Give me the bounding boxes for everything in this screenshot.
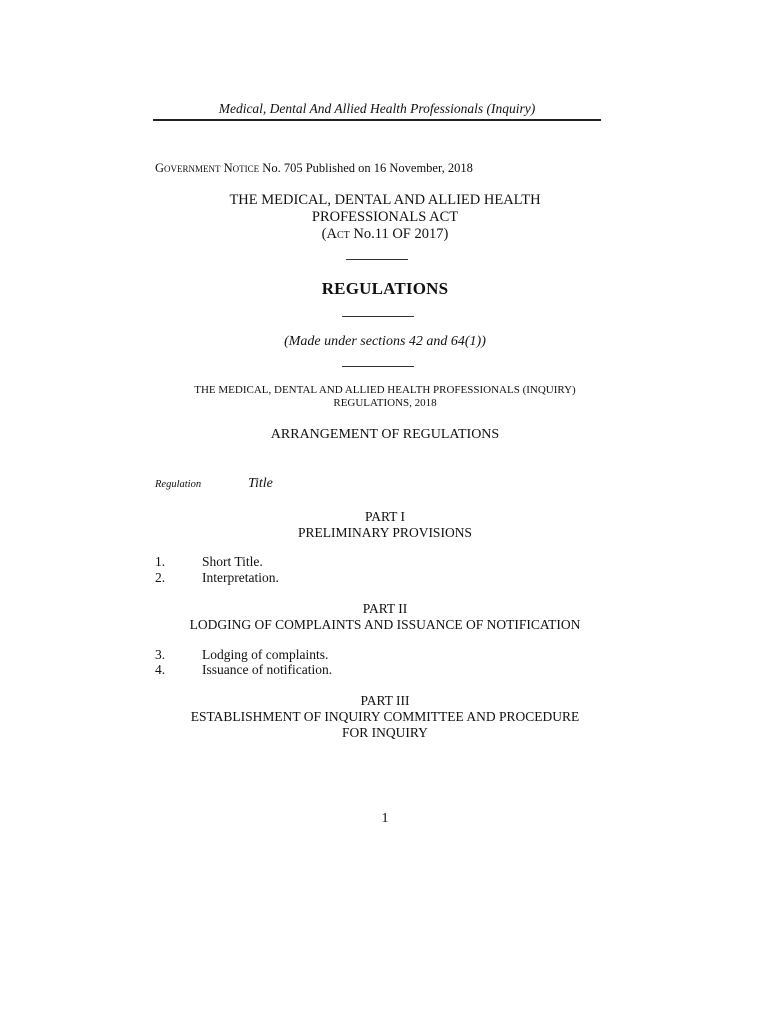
part-heading xyxy=(0,601,770,633)
list-item-text: Short Title. xyxy=(202,554,263,569)
list-item-number: 3. xyxy=(155,647,166,662)
column-header-regulation: Regulation xyxy=(155,479,202,490)
list-item-text: Issuance of notification. xyxy=(202,662,333,677)
part-label: PART III xyxy=(360,693,410,708)
made-under-note: (Made under sections 42 and 64(1)) xyxy=(284,334,486,349)
list-item-number: 2. xyxy=(155,570,166,585)
list-item-text: Lodging of complaints. xyxy=(202,647,329,662)
act-prefix: ( xyxy=(321,226,327,242)
divider-rule xyxy=(346,259,408,260)
part-heading xyxy=(0,693,770,741)
act-suffix: No.11 OF 2017) xyxy=(349,226,449,242)
running-head: Medical, Dental And Allied Health Professionals (Inquiry) xyxy=(218,101,536,116)
act-title-line-1: THE MEDICAL, DENTAL AND ALLIED HEALTH xyxy=(229,192,541,208)
act-number xyxy=(0,226,770,243)
list-item-number: 1. xyxy=(155,554,166,569)
part-title-continued: FOR INQUIRY xyxy=(342,725,428,740)
list-item-number: 4. xyxy=(155,662,166,677)
part-title: PRELIMINARY PROVISIONS xyxy=(298,525,472,540)
notice-label: Government Notice xyxy=(155,161,260,175)
regulations-title-line-2: REGULATIONS, 2018 xyxy=(333,397,437,409)
regulations-title xyxy=(0,384,770,410)
part-title: LODGING OF COMPLAINTS AND ISSUANCE OF NOTIFICATION xyxy=(189,617,581,632)
part-title: ESTABLISHMENT OF INQUIRY COMMITTEE AND PROCEDURE xyxy=(190,709,580,724)
list-item-text: Interpretation. xyxy=(202,570,279,585)
government-notice xyxy=(155,161,473,176)
part-label: PART I xyxy=(364,509,406,524)
act-title xyxy=(0,192,770,243)
part-heading xyxy=(0,509,770,541)
act-title-line-2: PROFESSIONALS ACT xyxy=(311,209,459,225)
notice-number: No. 705 xyxy=(262,161,303,175)
divider-rule xyxy=(342,366,414,367)
regulations-heading: REGULATIONS xyxy=(321,279,449,298)
regulations-title-line-1: THE MEDICAL, DENTAL AND ALLIED HEALTH PROFESSIONALS (INQUIRY) xyxy=(194,384,576,396)
header-rule xyxy=(153,119,601,121)
arrangement-heading: ARRANGEMENT OF REGULATIONS xyxy=(270,427,500,442)
divider-rule xyxy=(342,316,414,317)
column-header-title: Title xyxy=(248,476,273,491)
part-label: PART II xyxy=(362,601,408,616)
page-number: 1 xyxy=(381,811,389,826)
notice-published: Published on 16 November, 2018 xyxy=(305,161,473,175)
act-label: Act xyxy=(326,226,350,242)
